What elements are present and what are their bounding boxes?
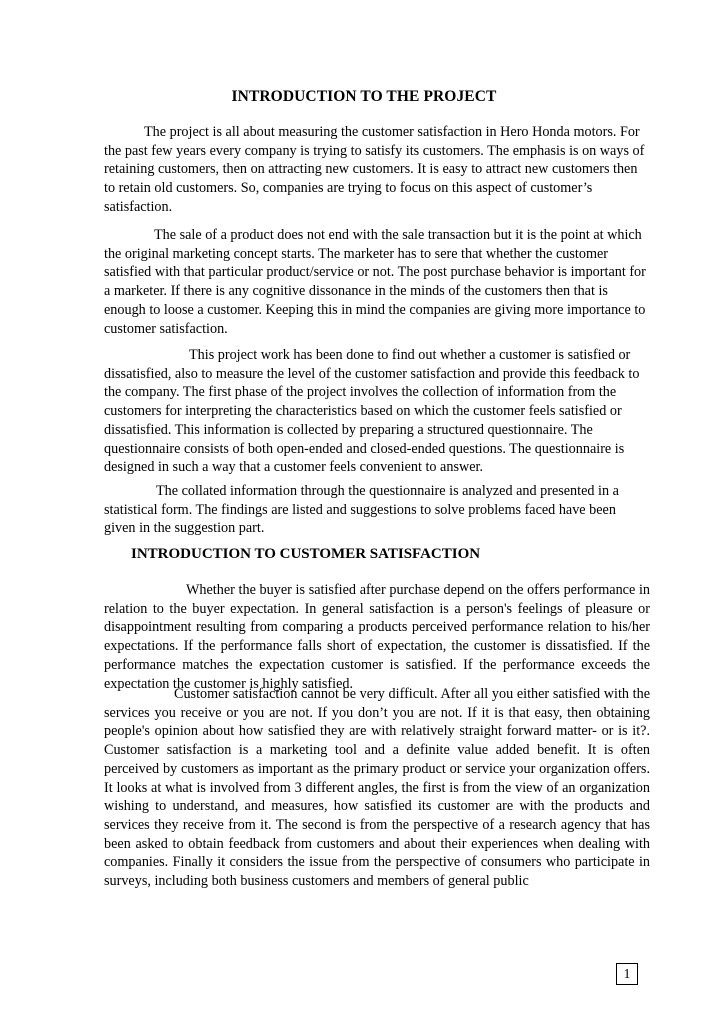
intro-paragraph-3: This project work has been done to find out whether a customer is satisfied or dissatisfied, also to measure the level of the customer satisfaction and provide this feedback to the company. The first phase of the project involves the collection of information from the customers for interpreting the characteristics based on which the customer feels satisfied or dissatisfied. This information is collected by preparing a structured questionnaire. The questionnaire consists of both open-ended and closed-ended questions. The questionnaire is designed in such a way that a customer feels convenient to answer. bbox=[104, 347, 640, 476]
intro-paragraph-4: The collated information through the questionnaire is analyzed and presented in a statistical form. The findings are listed and suggestions to solve problems faced have been given in the suggestion part. bbox=[104, 483, 619, 537]
section-heading: INTRODUCTION TO CUSTOMER SATISFACTION bbox=[131, 546, 481, 562]
page-number: 1 bbox=[616, 963, 638, 985]
section-paragraph-2: Customer satisfaction cannot be very difficult. After all you either satisfied with the services you receive or you are not. If you don’t you are not. If it is that easy, then obtaining people's opinion about how satisfied they are with relatively straight forward matter- or is it?. Customer satisfaction is a marketing tool and a definite value added benefit. It is often perceived by customers as important as the primary product or service your organization offers. It looks at what is involved from 3 different angles, the first is from the view of an organization wishing to understand, and measures, how satisfied its customer are with the products and services they receive from it. The second is from the perspective of a research agency that has been asked to obtain feedback from customers and about their experiences when dealing with companies. Finally it considers the issue from the perspective of consumers who participate in surveys, including both business customers and members of general public bbox=[104, 686, 650, 890]
page-title: INTRODUCTION TO THE PROJECT bbox=[231, 88, 497, 105]
intro-paragraph-2: The sale of a product does not end with the sale transaction but it is the point at which the original marketing concept starts. The marketer has to sere that whether the customer satisfied with that particular product/service or not. The post purchase behavior is important for a marketer. If there is any cognitive dissonance in the minds of the customers then that is enough to loose a customer. Keeping this in mind the companies are giving more importance to customer satisfaction. bbox=[104, 227, 646, 337]
section-paragraph-1: Whether the buyer is satisfied after purchase depend on the offers performance in relation to the buyer expectation. In general satisfaction is a person's feelings of pleasure or disappointment resulting from comparing a products perceived performance relation to his/her expectations. If the performance falls short of expectation, the customer is dissatisfied. If the performance matches the expectation customer is satisfied. If the performance exceeds the expectation the customer is highly satisfied. bbox=[104, 582, 650, 692]
intro-paragraph-1: The project is all about measuring the customer satisfaction in Hero Honda motors. For the past few years every company is trying to satisfy its customers. The emphasis is on ways of retaining customers, then on attracting new customers. It is easy to attract new customers then to retain old customers. So, companies are trying to focus on this aspect of customer’s satisfaction. bbox=[104, 124, 645, 215]
